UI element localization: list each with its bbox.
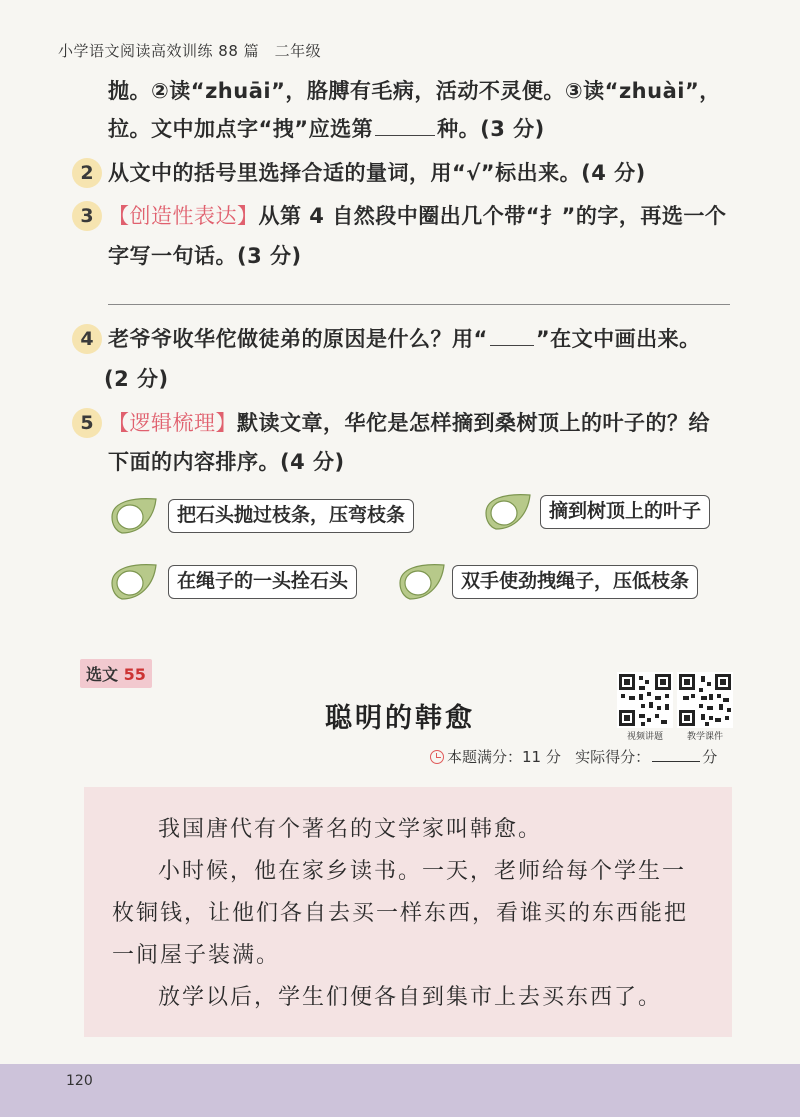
- passage-line-5: 放学以后，学生们便各自到集市上去买东西了。: [158, 985, 663, 1010]
- video-qr-caption: 视频讲题: [626, 732, 663, 742]
- courseware-qr-code-icon[interactable]: [677, 672, 733, 728]
- q1-line-1: 抛。②读“zhuāi”，胳膊有毛病，活动不灵便。③读“zhuài”，: [108, 79, 721, 103]
- q4-text-b: ”在文中画出来。: [535, 327, 701, 351]
- q5-text-1: 默读文章，华佗是怎样摘到桑树顶上的叶子的？给: [237, 411, 710, 435]
- q5-line-1: [108, 408, 740, 438]
- order-option-text: 把石头抛过枝条，压弯枝条: [168, 499, 414, 533]
- video-qr-code-icon[interactable]: [617, 672, 673, 728]
- passage-line-2: 小时候，他在家乡读书。一天，老师给每个学生一: [158, 859, 687, 884]
- leaf-answer-slot-icon[interactable]: [482, 491, 534, 531]
- passage-line-1: 我国唐代有个著名的文学家叫韩愈。: [158, 817, 543, 842]
- order-option-text: 双手使劲拽绳子，压低枝条: [452, 565, 698, 599]
- q3-text-1: 从第 4 自然段中圈出几个带“扌”的字，再选一个: [258, 204, 727, 228]
- q4-text-a: 老爷爷收华佗做徒弟的原因是什么？用“: [108, 327, 488, 351]
- actual-score-blank[interactable]: [652, 748, 700, 762]
- section-tag: [80, 659, 152, 688]
- question-number-5: 5: [72, 408, 102, 438]
- q1-line-2: [108, 114, 740, 144]
- leaf-answer-slot-icon[interactable]: [108, 495, 160, 535]
- question-number-4: 4: [72, 324, 102, 354]
- leaf-answer-slot-icon[interactable]: [396, 561, 448, 601]
- q3-line-2: 字写一句话。(3 分): [108, 244, 302, 268]
- question-number-2: 2: [72, 158, 102, 188]
- q3-line-1: [108, 201, 740, 231]
- section-number: 55: [123, 665, 146, 684]
- book-header: 小学语文阅读高效训练 88 篇 二年级: [58, 42, 322, 60]
- q1-answer-blank[interactable]: [375, 116, 435, 136]
- order-option-text: 在绳子的一头拴石头: [168, 565, 357, 599]
- footer-bar: [0, 1064, 800, 1117]
- q1-text-b: 种。(3 分): [437, 117, 545, 141]
- actual-score-label: 实际得分：: [575, 748, 651, 766]
- score-unit: 分: [702, 748, 718, 766]
- passage-line-4: 一间屋子装满。: [112, 943, 281, 968]
- page-number: 120: [66, 1073, 93, 1089]
- order-option-text: 摘到树顶上的叶子: [540, 495, 710, 529]
- score-line: [430, 746, 717, 767]
- passage-line-3: 枚铜钱，让他们各自去买一样东西，看谁买的东西能把: [112, 901, 689, 926]
- q1-text-a: 拉。文中加点字“拽”应选第: [108, 117, 374, 141]
- underline-symbol: [490, 326, 534, 346]
- question-number-3: 3: [72, 201, 102, 231]
- leaf-answer-slot-icon[interactable]: [108, 561, 160, 601]
- section-label: 选文: [86, 665, 119, 684]
- q3-tag: 【创造性表达】: [108, 204, 259, 228]
- passage-title: 聪明的韩愈: [325, 703, 475, 734]
- q4-line-1: [108, 324, 740, 354]
- full-score-label: 本题满分：11 分: [447, 748, 561, 766]
- q4-line-2: (2 分): [104, 367, 169, 391]
- courseware-qr-caption: 教学课件: [686, 732, 723, 742]
- q5-line-2: 下面的内容排序。(4 分): [108, 450, 345, 474]
- q2-text: 从文中的括号里选择合适的量词，用“√”标出来。(4 分): [108, 161, 646, 185]
- q3-answer-line[interactable]: [108, 304, 730, 305]
- clock-icon: [430, 750, 444, 764]
- q5-tag: 【逻辑梳理】: [108, 411, 237, 435]
